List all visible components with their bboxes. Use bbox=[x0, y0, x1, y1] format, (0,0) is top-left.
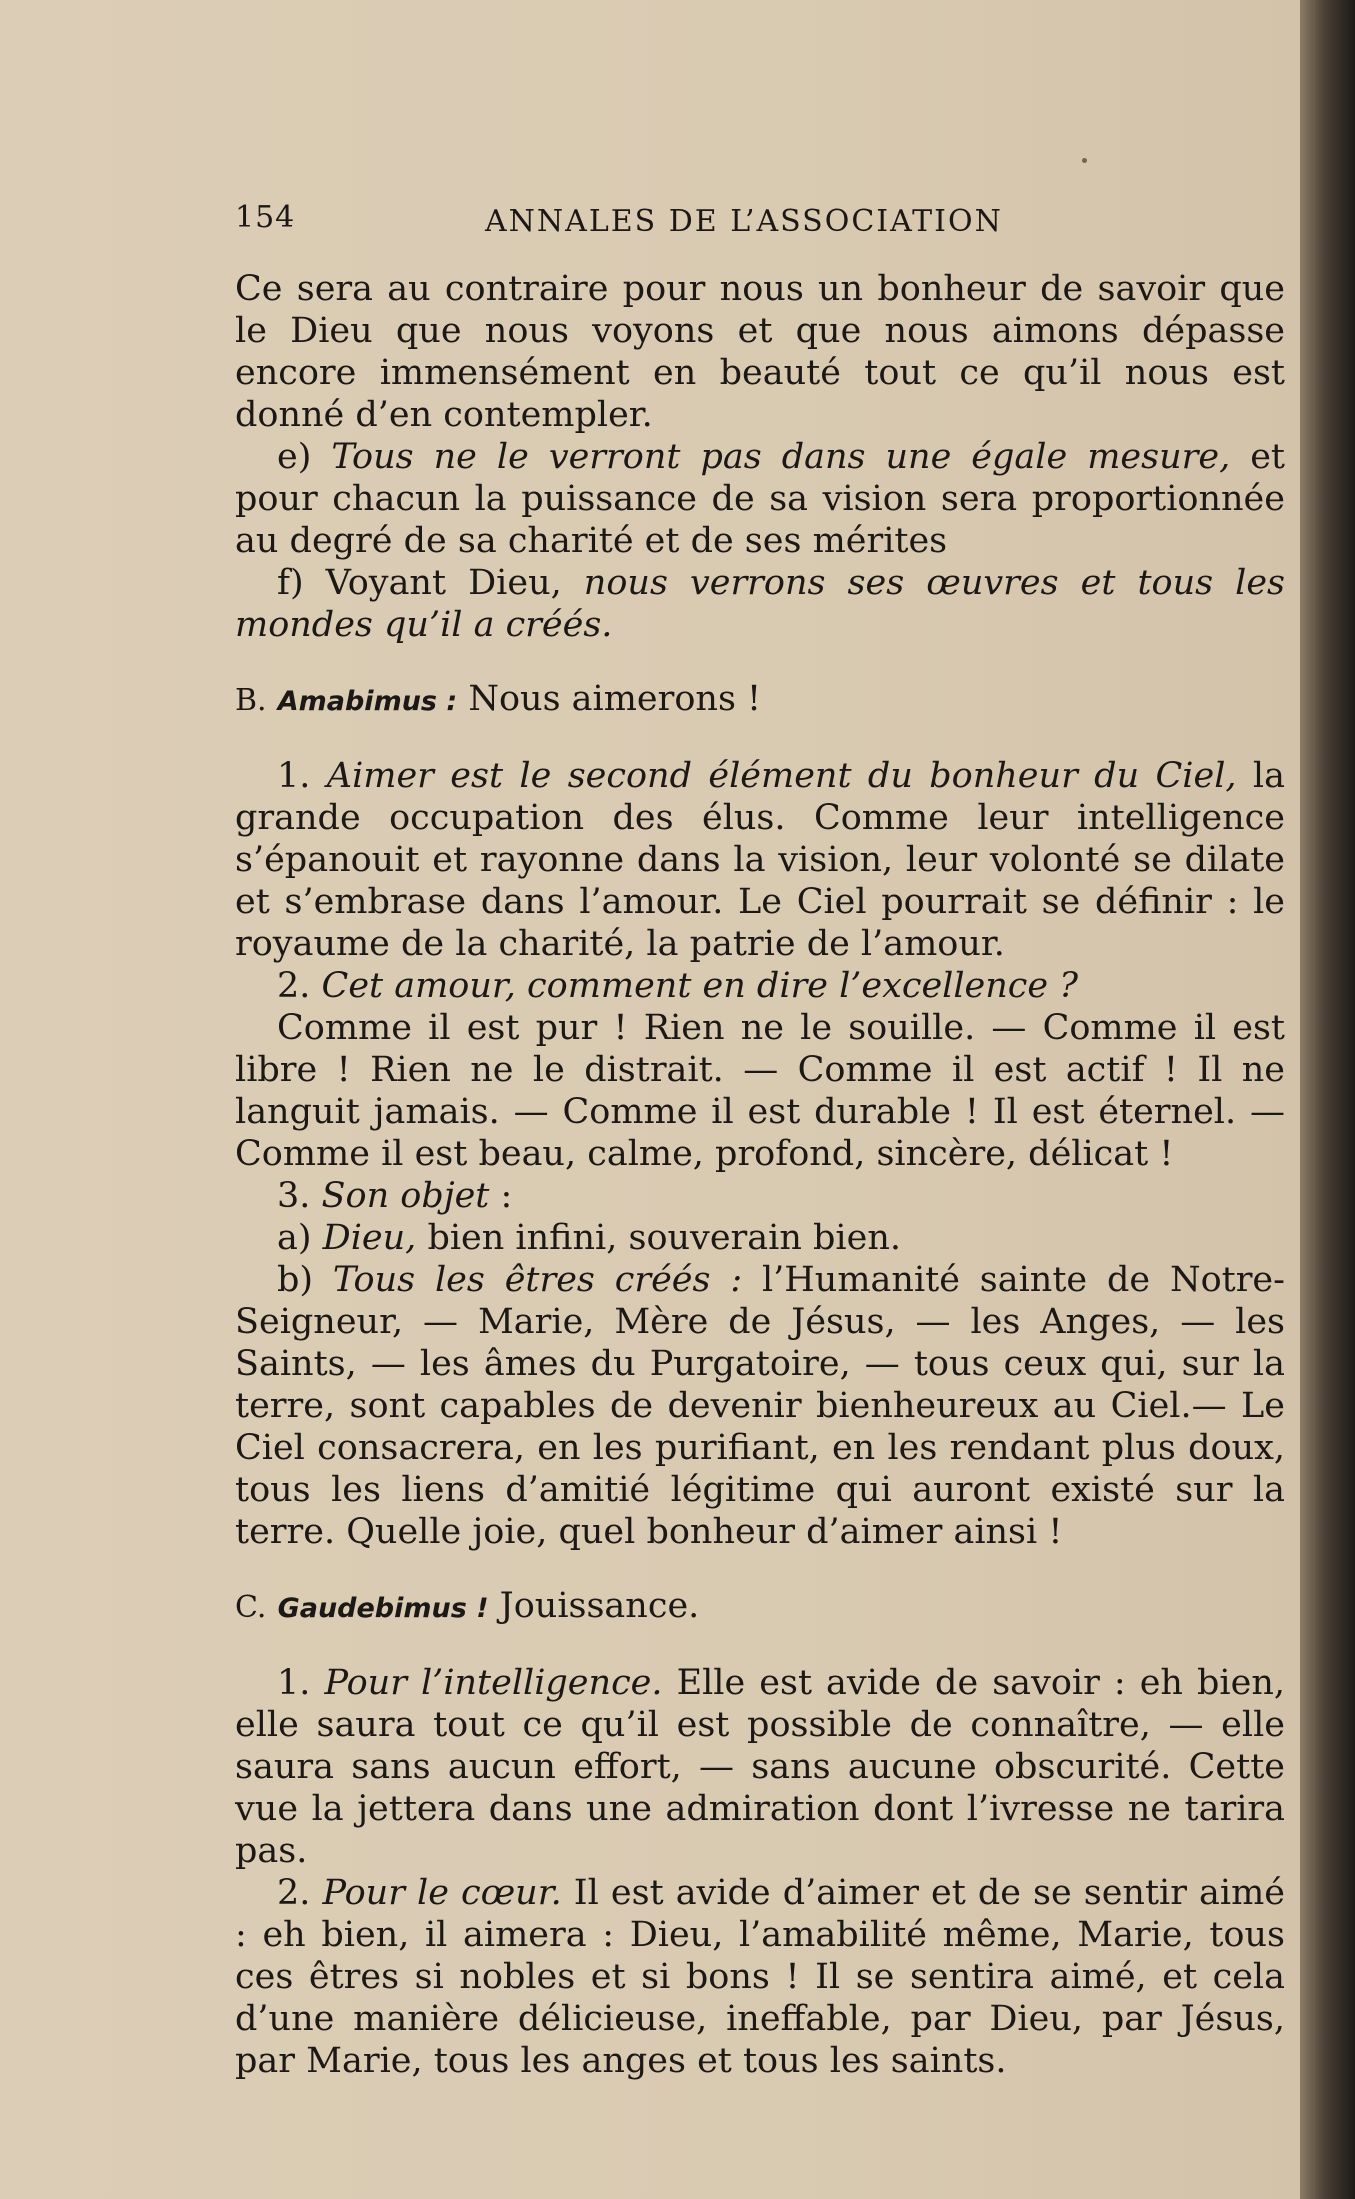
intro-paragraph: Ce sera au contraire pour nous un bonheur de savoir que le Dieu que nous voyons et que nous aimons dépasse encore immensément en beauté tout ce qu’il nous est donné d’en contempler. bbox=[235, 269, 1285, 435]
page-header bbox=[235, 200, 1285, 250]
item-e: e) Tous ne le verront pas dans une égale mesure, et pour chacun la puissance de sa vision sera proportionnée au degré de sa charité et de ses mérites bbox=[235, 437, 1285, 561]
section-b-item-b: b) Tous les êtres créés : l’Humanité sainte de Notre-Seigneur, — Marie, Mère de Jésus, — les Anges, — les Saints, — les âmes du Purgatoire, — tous ceux qui, sur la terre, sont capables de devenir bienheureux au Ciel.— Le Ciel consacrera, en les purifiant, en les rendant plus doux, tous les liens d’amitié légitime qui auront existé sur la terre. Quelle joie, quel bonheur d’aimer ainsi ! bbox=[235, 1260, 1285, 1552]
section-b-point-2-text: Comme il est pur ! Rien ne le souille. — Comme il est libre ! Rien ne le distrait. — Comme il est actif ! Il ne languit jamais. — Comme il est durable ! Il est éternel. — Comme il est beau, calme, profond, sincère, délicat ! bbox=[235, 1008, 1285, 1174]
section-c-point-2: 2. Pour le cœur. Il est avide d’aimer et de se sentir aimé : eh bien, il aimera : Dieu, l’amabilité même, Marie, tous ces êtres si nobles et si bons ! Il se sentira aimé, et cela d’une manière délicieuse, ineffable, par Dieu, par Jésus, par Marie, tous les anges et tous les saints. bbox=[235, 1873, 1285, 2081]
section-b-heading: B. Amabimus : Nous aimerons ! bbox=[235, 679, 762, 719]
section-b-point-1: 1. Aimer est le second élément du bonheur du Ciel, la grande occupation des élus. Comme leur intelligence s’épanouit et rayonne dans la vision, leur volonté se dilate et s’embrase dans l’amour. Le Ciel pourrait se définir : le royaume de la charité, la patrie de l’amour. bbox=[235, 756, 1285, 964]
book-spine-edge bbox=[1300, 0, 1355, 2199]
section-c-heading: C. Gaudebimus ! Jouissance. bbox=[235, 1586, 700, 1626]
body-text bbox=[235, 268, 1285, 2082]
section-b-point-2-title: 2. Cet amour, comment en dire l’excellence ? bbox=[277, 966, 1079, 1006]
item-f: f) Voyant Dieu, nous verrons ses œuvres et tous les mondes qu’il a créés. bbox=[235, 563, 1285, 645]
page-number: 154 bbox=[235, 200, 296, 235]
section-c-point-1: 1. Pour l’intelligence. Elle est avide de savoir : eh bien, elle saura tout ce qu’il est possible de connaître, — elle saura sans aucun effort, — sans aucune obscurité. Cette vue la jettera dans une admiration dont l’ivresse ne tarira pas. bbox=[235, 1663, 1285, 1871]
section-b-item-a: a) Dieu, bien infini, souverain bien. bbox=[277, 1218, 901, 1258]
section-b-point-3-title: 3. Son objet : bbox=[277, 1176, 513, 1216]
ink-smudge bbox=[1082, 158, 1087, 163]
running-head: ANNALES DE L’ASSOCIATION bbox=[485, 204, 1003, 239]
page-edge-line bbox=[1312, 0, 1315, 2199]
